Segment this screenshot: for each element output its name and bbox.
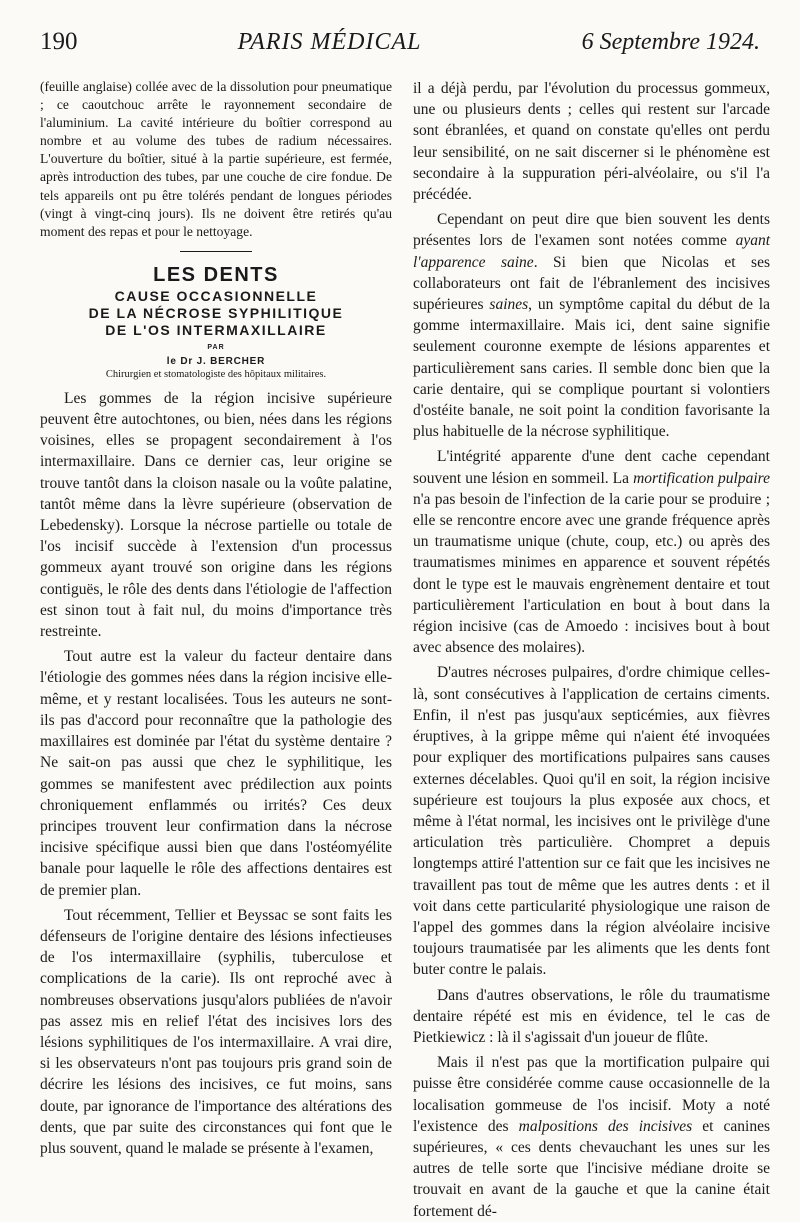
previous-article-ending: (feuille anglaise) collée avec de la dissolution pour pneumatique ; ce caoutchouc arrête le rayonnement secondaire de l'aluminium. La cavité intérieure du boîtier correspond au nombre et au volume des tubes de radium nécessaires. L'ouverture du boîtier, situé à la partie supérieure, est fermée, après introduction des tubes, par une couche de cire fondue. De tels appareils ont pu être tolérés pendant de longues périodes (vingt à vingt-cinq jours). Ils ne doivent être retirés qu'au moment des repas et pour le nettoyage. [40,79,392,239]
paragraph-mortification-pulpaire: L'intégrité apparente d'une dent cache cependant souvent une lésion en sommeil. La mortification pulpaire n'a pas besoin de l'infection de la carie pour se produire ; elle se rencontre encore avec une grande fréquence après un traumatisme unique (chute, coup, etc.) ou après des traumatismes minimes en apparence et souvent répétés dont le type est le mauvais engrènement dentaire et tout particulièrement l'articulation en bout à bout dans la région incisive (cas de Amoedo : incisives bout à bout avec absence des molaires). [413,448,770,657]
paragraph-malpositions: Mais il n'est pas que la mortification pulpaire qui puisse être considérée comme cause occasionnelle de la localisation gommeuse de l'os incisif. Moty a noté l'existence des malpositions des incisives et canines supérieures, « ces dents chevauchant les unes sur les autres de telle sorte que l'incisive médiane droite se trouvait en avant de la gauche et que la canine était fortement dé- [413,1054,770,1220]
right-column [413,78,770,1220]
article-title: LES DENTS [153,263,279,286]
emphasis-saines: saines [489,296,529,314]
journal-title: PARIS MÉDICAL [237,29,422,55]
article-subtitle-line-3: DE L'OS INTERMAXILLAIRE [105,321,327,338]
article-author: le Dr J. BERCHER [166,355,266,367]
byline-par: PAR [207,343,225,351]
emphasis-apparence-saine: ayant l'apparence saine [413,232,770,271]
paragraph-necroses-chimiques: D'autres nécroses pulpaires, d'ordre chimique celles-là, sont consécutives à l'application de certains ciments. Enfin, il n'est pas jusqu'aux septicémies, aux fièvres éruptives, à la grippe même qui n'aient été invoquées pour expliquer des mortifications pulpaires sans causes externes décelables. Quoi qu'il en soit, la région incisive supérieure est toujours la plus exposée aux chocs, et même à l'état normal, les incisives ont le privilège d'une articulation très particulière. Chompret a depuis longtemps attiré l'attention sur ce fait que les incisives ne travaillent pas tout de même que les autres dents : et il voit dans cette particularité physiologique une raison de l'appel des gommes dans la région alvéolaire incisive toujours traumatisée par les aliments que les dents font buter contre le palais. [413,664,770,979]
page-header [40,28,760,68]
paragraph-tellier-beyssac: Tout récemment, Tellier et Beyssac se sont faits les défenseurs de l'origine dentaire des lésions infectieuses de l'os intermaxillaire (syphilis, tuberculose et complications de la carie). Ils ont reproché avec à nombreuses observations jusqu'alors publiées de n'avoir pas assez mis en relief l'état des incisives lors des lésions syphilitiques de l'os intermaxillaire. A vrai dire, si les observateurs n'ont pas toujours pris grand soin de décrire les lésions des incisives, ce fut moins, sans doute, par ignorance de l'importance des altérations des dents, que par suite des circonstances qui font que le plus souvent, quand le malade se présente à l'examen, [40,906,392,1157]
left-column [40,78,392,1157]
article-subtitle-line-1: CAUSE OCCASIONNELLE [114,287,318,304]
issue-date: 6 Septembre 1924. [581,29,760,55]
author-affiliation: Chirurgien et stomatologiste des hôpitaux militaires. [105,368,327,380]
emphasis-mortification-pulpaire: mortification pulpaire [633,469,770,487]
text-columns [40,78,770,1220]
paragraph-continuation: il a déjà perdu, par l'évolution du processus gommeux, une ou plusieurs dents ; celles qui restent sur l'arcade sont ébranlées, et quand on constate qu'elles ont perdu leur sensibilité, on ne sait discerner si le phénomène est secondaire à la suppuration péri-alvéolaire, ou s'il l'a précédée. [413,80,770,204]
paragraph-apparence-saine: Cependant on peut dire que bien souvent les dents présentes lors de l'examen sont notées comme ayant l'apparence saine. Si bien que Nicolas et ses collaborateurs ont fait de l'ébranlement des incisives supérieures saines, un symptôme capital du début de la gomme intermaxillaire. Mais ici, dent saine signifie seulement couronne exempte de lésions apparentes et particulièrement sans caries. Il semble donc bien que la carie dentaire, qui se complique pourtant si volontiers d'ostéite banale, ne soit point la condition favorisante la plus habituelle de la nécrose syphilitique. [413,211,770,441]
paragraph-origin-gommes: Les gommes de la région incisive supérieure peuvent être autochtones, ou bien, nées dans les régions voisines, elles se propagent secondairement à l'os intermaxillaire. Dans ce dernier cas, leur origine se trouve tantôt dans la cloison nasale ou la voûte palatine, tantôt même dans la lèvre supérieure (observation de Lebedensky). Lorsque la nécrose partielle ou totale de l'os incisif succède à l'extension d'un processus gommeux ayant trouvé son origine dans les régions contiguës, le rôle des dents dans l'étiologie de l'affection est sinon tout à fait nul, du moins d'importance très restreinte. [40,389,392,641]
article-subtitle-line-2: DE LA NÉCROSE SYPHILITIQUE [88,304,344,321]
article-heading [40,262,392,382]
emphasis-malpositions: malpositions des incisives [518,1117,693,1135]
section-divider [180,251,252,252]
paragraph-traumatisme-repete: Dans d'autres observations, le rôle du traumatisme dentaire répété est mis en évidence, tel le cas de Pietkiewicz : là il s'agissait d'un joueur de flûte. [413,986,770,1046]
page-number: 190 [40,28,78,55]
paragraph-facteur-dentaire: Tout autre est la valeur du facteur dentaire dans l'étiologie des gommes nées dans la région incisive elle-même, et y restant localisées. Tous les auteurs ne sont-ils pas d'accord pour reconnaître que la pathologie des maxillaires est dominée par l'état du système dentaire ? Ne sait-on pas aussi que chez le syphilitique, les gommes se manifestent avec prédilection aux points chroniquement enflammés ou irrités? Ces deux principes trouvent leur confirmation dans la nécrose incisive spécifique aussi bien que dans l'ostéomyélite banale pour laquelle le rôle des affections dentaires est de premier plan. [40,648,392,899]
